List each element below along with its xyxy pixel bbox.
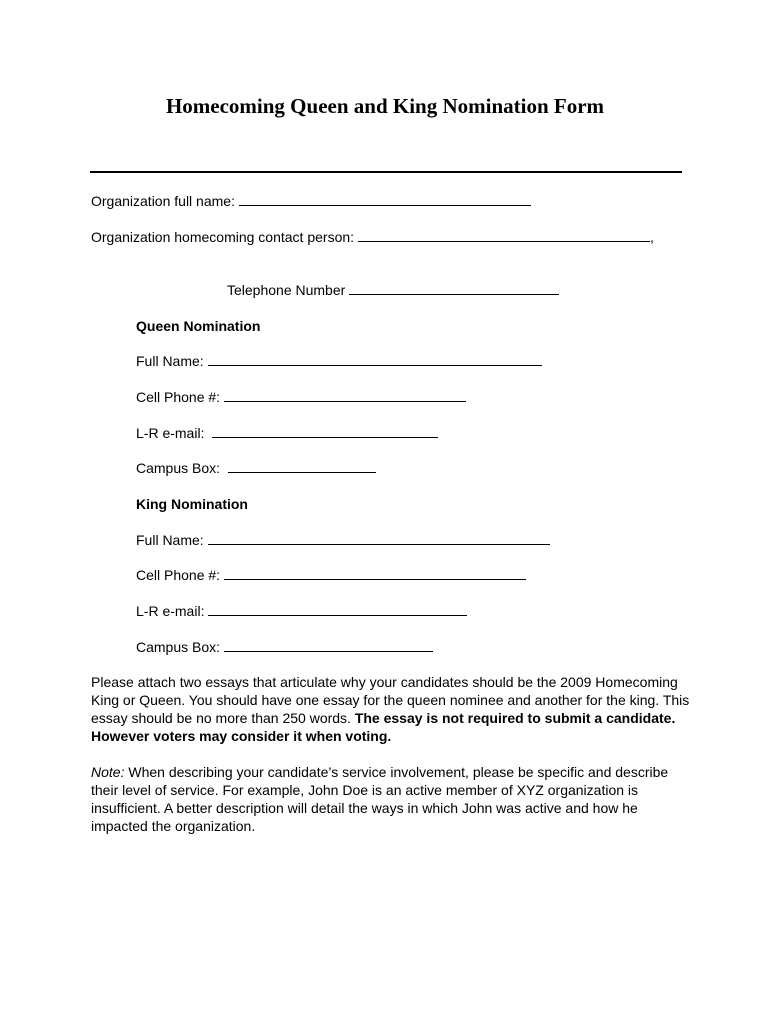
- queen-campus-box-field[interactable]: [136, 460, 376, 477]
- queen-email-field[interactable]: [136, 425, 438, 442]
- title-divider: [90, 171, 682, 173]
- note-label: Note:: [91, 764, 125, 780]
- org-contact-suffix: ,: [650, 229, 654, 245]
- telephone-line[interactable]: [349, 282, 559, 295]
- king-email-label: L-R e-mail:: [136, 603, 205, 619]
- queen-email-label: L-R e-mail:: [136, 425, 205, 441]
- org-full-name-line[interactable]: [239, 193, 531, 206]
- king-cell-phone-line[interactable]: [224, 567, 526, 580]
- queen-full-name-line[interactable]: [208, 353, 542, 366]
- queen-cell-phone-field[interactable]: [136, 389, 466, 406]
- essay-instructions: [91, 673, 691, 745]
- org-full-name-label: Organization full name:: [91, 193, 235, 209]
- queen-email-line[interactable]: [212, 425, 438, 438]
- note-paragraph: [91, 763, 691, 835]
- queen-nomination-heading: Queen Nomination: [136, 318, 261, 334]
- note-text: When describing your candidate’s service involvement, please be specific and describe their level of service. For example, John Doe is an active member of XYZ organization is insufficient. A better description will detail the ways in which John was active and how he impacted the organization.: [91, 764, 669, 834]
- king-full-name-field[interactable]: [136, 532, 550, 549]
- essay-instructions-text: Please attach two essays that articulate why your candidates should be the 2009 Homecoming King or Queen. You should have one essay for the queen nominee and another for the king. This essay should be no more than 250 words.: [91, 674, 690, 726]
- telephone-label: Telephone Number: [227, 282, 346, 298]
- org-full-name-field[interactable]: [91, 193, 531, 210]
- queen-full-name-label: Full Name:: [136, 353, 204, 369]
- king-cell-phone-field[interactable]: [136, 567, 526, 584]
- telephone-field[interactable]: [227, 282, 559, 299]
- king-campus-box-field[interactable]: [136, 639, 433, 656]
- king-full-name-label: Full Name:: [136, 532, 204, 548]
- queen-cell-phone-line[interactable]: [224, 389, 466, 402]
- org-contact-line[interactable]: [358, 229, 650, 242]
- queen-campus-box-line[interactable]: [228, 460, 376, 473]
- king-campus-box-label: Campus Box:: [136, 639, 221, 655]
- queen-campus-box-label: Campus Box:: [136, 460, 221, 476]
- king-email-field[interactable]: [136, 603, 467, 620]
- org-contact-field[interactable]: [91, 229, 654, 246]
- king-full-name-line[interactable]: [208, 532, 550, 545]
- org-contact-label: Organization homecoming contact person:: [91, 229, 355, 245]
- queen-full-name-field[interactable]: [136, 353, 542, 370]
- king-nomination-heading: King Nomination: [136, 496, 248, 512]
- king-campus-box-line[interactable]: [224, 639, 433, 652]
- essay-instructions-bold: The essay is not required to submit a candidate. However voters may consider it when voting.: [91, 710, 676, 744]
- king-cell-phone-label: Cell Phone #:: [136, 567, 221, 583]
- queen-cell-phone-label: Cell Phone #:: [136, 389, 221, 405]
- king-email-line[interactable]: [208, 603, 467, 616]
- page-title: Homecoming Queen and King Nomination Form: [165, 94, 605, 118]
